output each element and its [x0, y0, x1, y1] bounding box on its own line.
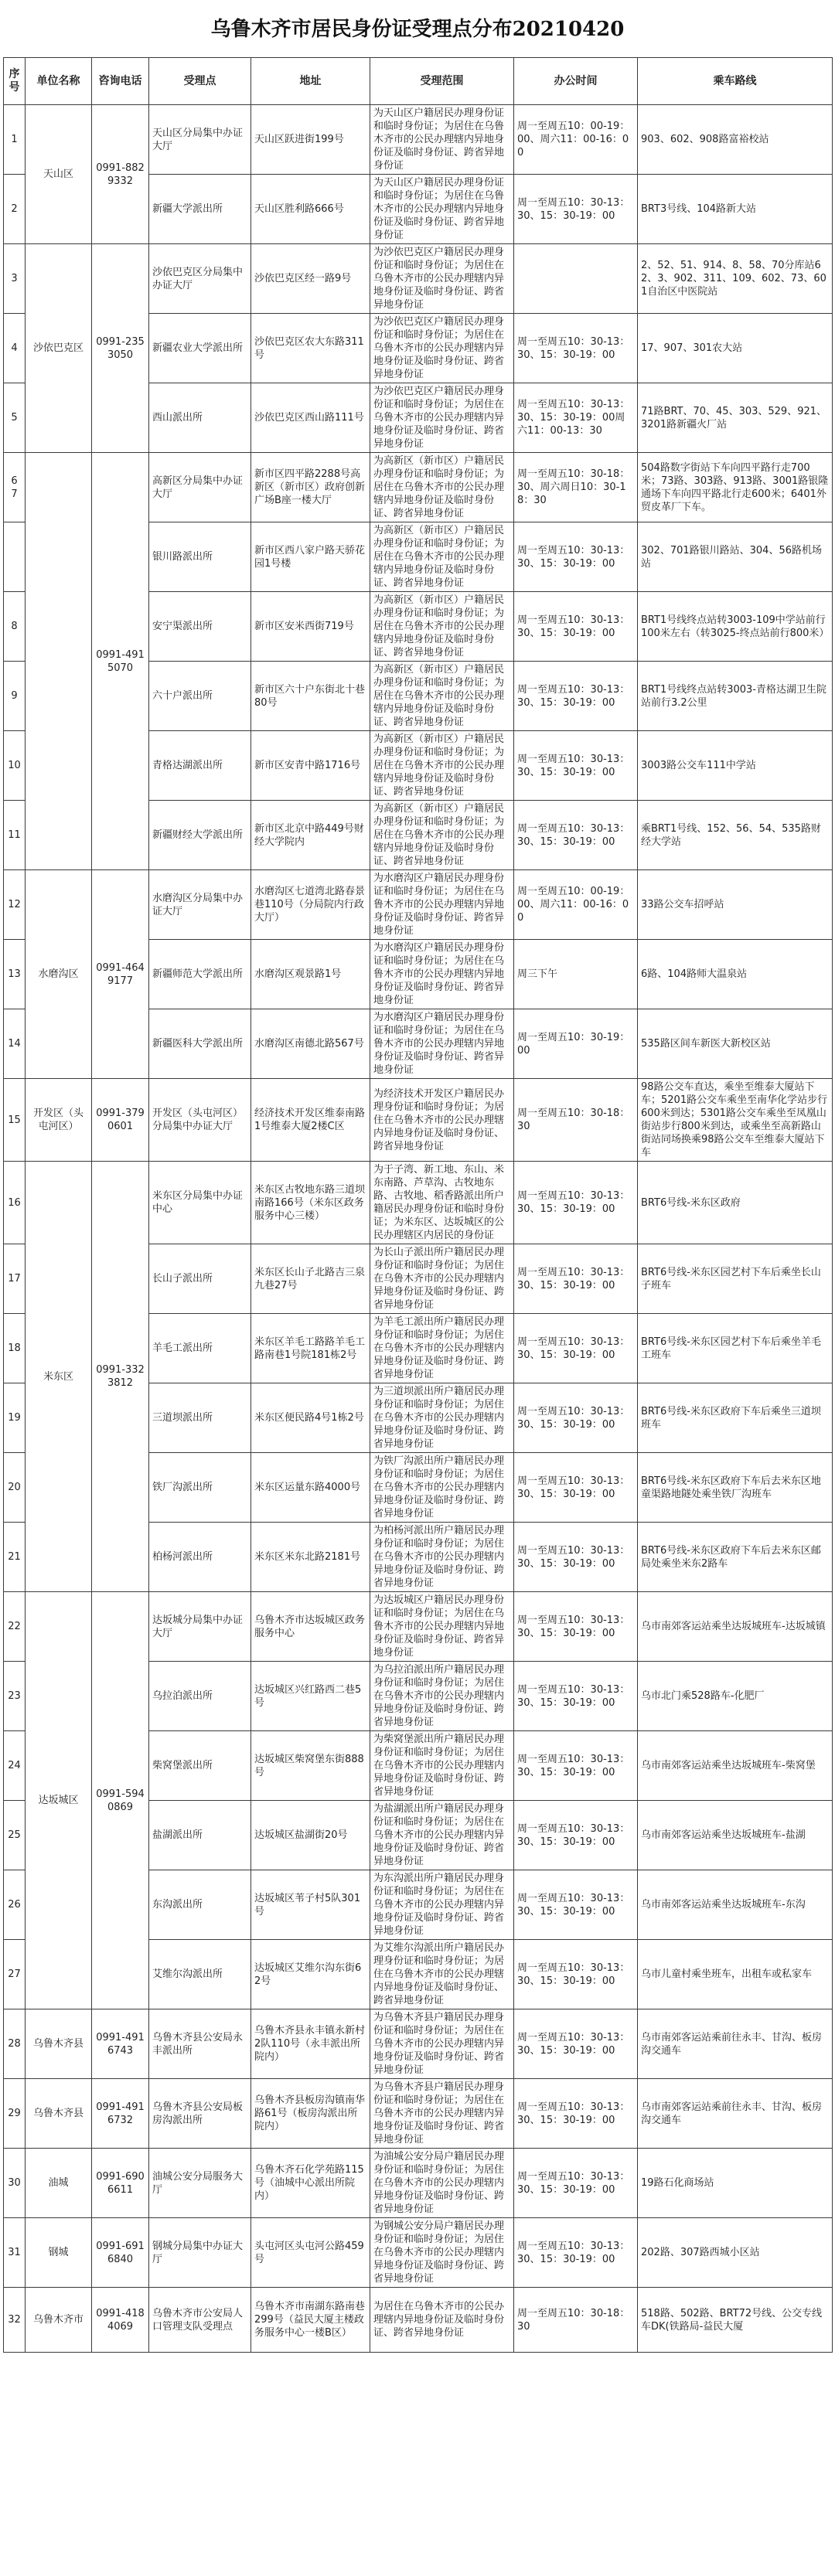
hours-cell: 周一至周五10：30-13：30、15：30-19：00	[514, 662, 638, 731]
route-cell: 乌市南郊客运站乘前往永丰、甘沟、板房沟交通车	[638, 2079, 833, 2149]
phone-cell: 0991-4916732	[92, 2079, 149, 2149]
office-name-cell: 新疆农业大学派出所	[149, 314, 251, 383]
header-cell: 单位名称	[26, 58, 92, 105]
route-cell: BRT6号线-米东区园艺村下车后乘坐长山子班车	[638, 1244, 833, 1314]
address-cell: 米东区羊毛工路路羊毛工路南巷1号院181栋2号	[251, 1314, 370, 1383]
table-row	[4, 105, 833, 175]
scope-cell: 为羊毛工派出所户籍居民办理身份证和临时身份证；为居住在乌鲁木齐市的公民办理辖内异地身份证及临时身份证、跨省异地身份证	[370, 1314, 514, 1383]
table-row	[4, 2149, 833, 2218]
seq-cell: 20	[4, 1453, 26, 1523]
header-cell: 办公时间	[514, 58, 638, 105]
scope-cell: 为油城公安分局户籍居民办理身份证和临时身份证；为居住在乌鲁木齐市的公民办理辖内异地身份证及临时身份证、跨省异地身份证	[370, 2149, 514, 2218]
hours-cell: 周一至周五10：30-18：30	[514, 1079, 638, 1162]
seq-cell: 5	[4, 383, 26, 453]
scope-cell: 为柴窝堡派出所户籍居民办理身份证和临时身份证；为居住在乌鲁木齐市的公民办理辖内异地身份证及临时身份证、跨省异地身份证	[370, 1731, 514, 1801]
address-cell: 米东区运量东路4000号	[251, 1453, 370, 1523]
seq-cell: 14	[4, 1009, 26, 1079]
scope-cell: 为达坂城区户籍居民办理身份证和临时身份证；为居住在乌鲁木齐市的公民办理辖内异地身份证及临时身份证、跨省异地身份证	[370, 1592, 514, 1662]
office-name-cell: 乌鲁木齐市公安局人口管理支队受理点	[149, 2288, 251, 2353]
route-cell: 乌市南郊客运站乘坐达坂城班车-达坂城镇	[638, 1592, 833, 1662]
route-cell: 3003路公交车111中学站	[638, 731, 833, 801]
id-card-office-table	[3, 57, 833, 2353]
office-name-cell: 西山派出所	[149, 383, 251, 453]
scope-cell: 为铁厂沟派出所户籍居民办理身份证和临时身份证；为居住在乌鲁木齐市的公民办理辖内异地身份证及临时身份证、跨省异地身份证	[370, 1453, 514, 1523]
scope-cell: 为乌鲁木齐县户籍居民办理身份证和临时身份证；为居住在乌鲁木齐市的公民办理辖内异地身份证及临时身份证、跨省异地身份证	[370, 2009, 514, 2079]
phone-cell: 0991-5940869	[92, 1592, 149, 2009]
office-name-cell: 青格达湖派出所	[149, 731, 251, 801]
address-cell: 米东区便民路4号1栋2号	[251, 1383, 370, 1453]
route-cell: BRT1号线终点站转3003-青格达湖卫生院站前行3.2公里	[638, 662, 833, 731]
hours-cell: 周一至周五10：30-13：30、15：30-19：00	[514, 522, 638, 592]
scope-cell: 为水磨沟区户籍居民办理身份证和临时身份证；为居住在乌鲁木齐市的公民办理辖内异地身份证及临时身份证、跨省异地身份证	[370, 870, 514, 940]
office-name-cell: 沙依巴克区分局集中办证大厅	[149, 244, 251, 314]
route-cell: BRT6号线-米东区园艺村下车后乘坐羊毛工班车	[638, 1314, 833, 1383]
office-name-cell: 高新区分局集中办证大厅	[149, 453, 251, 522]
office-name-cell: 艾维尔沟派出所	[149, 1940, 251, 2009]
hours-cell: 周一至周五10：30-13：30、15：30-19：00	[514, 314, 638, 383]
address-cell: 沙依巴克区经一路9号	[251, 244, 370, 314]
route-cell: BRT6号线-米东区政府下车后乘坐三道坝班车	[638, 1383, 833, 1453]
route-cell: 乘BRT1号线、152、56、54、535路财经大学站	[638, 801, 833, 870]
route-cell: BRT6号线-米东区政府	[638, 1162, 833, 1244]
hours-cell: 周一至周五10：30-13：30、15：30-19：00	[514, 1940, 638, 2009]
hours-cell: 周一至周五10：30-13：30、15：30-19：00	[514, 1244, 638, 1314]
table-row	[4, 2218, 833, 2288]
office-name-cell: 东沟派出所	[149, 1870, 251, 1940]
district-cell: 乌鲁木齐县	[26, 2079, 92, 2149]
header-cell: 乘车路线	[638, 58, 833, 105]
scope-cell: 为高新区（新市区）户籍居民办理身份证和临时身份证；为居住在乌鲁木齐市的公民办理辖内异地身份证及临时身份证、跨省异地身份证	[370, 801, 514, 870]
scope-cell: 为东沟派出所户籍居民办理身份证和临时身份证；为居住在乌鲁木齐市的公民办理辖内异地身份证及临时身份证、跨省异地身份证	[370, 1870, 514, 1940]
seq-cell: 30	[4, 2149, 26, 2218]
scope-cell: 为于子湾、新工地、东山、米东南路、芦草沟、古牧地东路、古牧地、稻香路派出所户籍居民办理身份证和临时身份证；为米东区、达坂城区的公民办理辖区内居民的身份证	[370, 1162, 514, 1244]
phone-cell: 0991-4184069	[92, 2288, 149, 2353]
office-name-cell: 盐湖派出所	[149, 1801, 251, 1870]
seq-cell: 16	[4, 1162, 26, 1244]
hours-cell: 周一至周五10：30-13：30、15：30-19：00	[514, 1314, 638, 1383]
address-cell: 乌鲁木齐市南湖东路南巷299号（益民大厦主楼政务服务中心一楼B区）	[251, 2288, 370, 2353]
phone-cell: 0991-2353050	[92, 244, 149, 453]
seq-cell: 25	[4, 1801, 26, 1870]
seq-cell: 1	[4, 105, 26, 175]
seq-cell: 4	[4, 314, 26, 383]
route-cell: 乌市南郊客运站乘坐达坂城班车-东沟	[638, 1870, 833, 1940]
table-row	[4, 453, 833, 522]
office-name-cell: 铁厂沟派出所	[149, 1453, 251, 1523]
address-cell: 达坂城区苇子村5队301号	[251, 1870, 370, 1940]
route-cell: BRT6号线-米东区政府下车后去米东区邮局处乘坐米东2路车	[638, 1523, 833, 1592]
seq-cell: 10	[4, 731, 26, 801]
phone-cell: 0991-3790601	[92, 1079, 149, 1162]
table-row	[4, 2079, 833, 2149]
seq-cell: 17	[4, 1244, 26, 1314]
seq-cell: 3	[4, 244, 26, 314]
hours-cell: 周一至周五10：30-13：30、15：30-19：00	[514, 1592, 638, 1662]
hours-cell: 周一至周五10：30-13：30、15：30-19：00	[514, 2149, 638, 2218]
address-cell: 新市区北京中路449号财经大学院内	[251, 801, 370, 870]
hours-cell: 周一至周五10：30-13：30、15：30-19：00	[514, 1731, 638, 1801]
hours-cell: 周一至周五10：30-13：30、15：30-19：00	[514, 1662, 638, 1731]
office-name-cell: 柏杨河派出所	[149, 1523, 251, 1592]
hours-cell: 周一至周五10：30-13：30、15：30-19：00	[514, 801, 638, 870]
phone-cell: 0991-6906611	[92, 2149, 149, 2218]
office-name-cell: 新疆医科大学派出所	[149, 1009, 251, 1079]
route-cell: 33路公交车招呼站	[638, 870, 833, 940]
seq-cell: 21	[4, 1523, 26, 1592]
office-name-cell: 三道坝派出所	[149, 1383, 251, 1453]
seq-cell: 26	[4, 1870, 26, 1940]
phone-cell: 0991-4916743	[92, 2009, 149, 2079]
district-cell: 乌鲁木齐县	[26, 2009, 92, 2079]
route-cell: 17、907、301农大站	[638, 314, 833, 383]
seq-cell: 19	[4, 1383, 26, 1453]
address-cell: 新市区安青中路1716号	[251, 731, 370, 801]
hours-cell: 周一至周五10：30-18：30、周六周日10：30-18：30	[514, 453, 638, 522]
scope-cell: 为乌鲁木齐县户籍居民办理身份证和临时身份证；为居住在乌鲁木齐市的公民办理辖内异地身份证及临时身份证、跨省异地身份证	[370, 2079, 514, 2149]
scope-cell: 为高新区（新市区）户籍居民办理身份证和临时身份证；为居住在乌鲁木齐市的公民办理辖内异地身份证及临时身份证、跨省异地身份证	[370, 592, 514, 662]
address-cell: 水磨沟区南德北路567号	[251, 1009, 370, 1079]
scope-cell: 为天山区户籍居民办理身份证和临时身份证；为居住在乌鲁木齐市的公民办理辖内异地身份证及临时身份证、跨省异地身份证	[370, 175, 514, 244]
table-header-row	[4, 58, 833, 105]
address-cell: 乌鲁木齐县永丰镇永新村2队110号（永丰派出所院内）	[251, 2009, 370, 2079]
phone-cell: 0991-6916840	[92, 2218, 149, 2288]
district-cell: 天山区	[26, 105, 92, 244]
office-name-cell: 乌鲁木齐县公安局板房沟派出所	[149, 2079, 251, 2149]
seq-cell: 9	[4, 662, 26, 731]
hours-cell: 周一至周五10：30-13：30、15：30-19：00	[514, 2009, 638, 2079]
scope-cell: 为盐湖派出所户籍居民办理身份证和临时身份证；为居住在乌鲁木齐市的公民办理辖内异地身份证及临时身份证、跨省异地身份证	[370, 1801, 514, 1870]
district-cell: 开发区（头屯河区）	[26, 1079, 92, 1162]
phone-cell: 0991-4649177	[92, 870, 149, 1079]
scope-cell: 为高新区（新市区）户籍居民办理身份证和临时身份证；为居住在乌鲁木齐市的公民办理辖内异地身份证及临时身份证、跨省异地身份证	[370, 662, 514, 731]
address-cell: 新市区六十户东街北十巷80号	[251, 662, 370, 731]
district-cell	[26, 453, 92, 870]
district-cell: 达坂城区	[26, 1592, 92, 2009]
office-name-cell: 钢城分局集中办证大厅	[149, 2218, 251, 2288]
table-body	[4, 105, 833, 2353]
address-cell: 达坂城区兴红路西二巷5号	[251, 1662, 370, 1731]
route-cell: 19路石化商场站	[638, 2149, 833, 2218]
route-cell: 202路、307路西城小区站	[638, 2218, 833, 2288]
scope-cell: 为三道坝派出所户籍居民办理身份证和临时身份证；为居住在乌鲁木齐市的公民办理辖内异地身份证及临时身份证、跨省异地身份证	[370, 1383, 514, 1453]
scope-cell: 为沙依巴克区户籍居民办理身份证和临时身份证；为居住在乌鲁木齐市的公民办理辖内异地身份证及临时身份证、跨省异地身份证	[370, 244, 514, 314]
route-cell: 乌市南郊客运站乘坐达坂城班车-盐湖	[638, 1801, 833, 1870]
table-row	[4, 1079, 833, 1162]
seq-cell: 27	[4, 1940, 26, 2009]
address-cell: 新市区西八家户路天骄花园1号楼	[251, 522, 370, 592]
address-cell: 乌鲁木齐石化学苑路115号（油城中心派出所院内）	[251, 2149, 370, 2218]
address-cell: 新市区安米西街719号	[251, 592, 370, 662]
seq-cell: 24	[4, 1731, 26, 1801]
scope-cell: 为高新区（新市区）户籍居民办理身份证和临时身份证；为居住在乌鲁木齐市的公民办理辖内异地身份证及临时身份证、跨省异地身份证	[370, 453, 514, 522]
route-cell: 乌市南郊客运站乘前往永丰、甘沟、板房沟交通车	[638, 2009, 833, 2079]
scope-cell: 为沙依巴克区户籍居民办理身份证和临时身份证；为居住在乌鲁木齐市的公民办理辖内异地身份证及临时身份证、跨省异地身份证	[370, 383, 514, 453]
scope-cell: 为水磨沟区户籍居民办理身份证和临时身份证；为居住在乌鲁木齐市的公民办理辖内异地身份证及临时身份证、跨省异地身份证	[370, 1009, 514, 1079]
district-cell: 米东区	[26, 1162, 92, 1592]
district-cell: 钢城	[26, 2218, 92, 2288]
address-cell: 新市区四平路2288号高新区（新市区）政府创新广场B座一楼大厅	[251, 453, 370, 522]
office-name-cell: 米东区分局集中办证中心	[149, 1162, 251, 1244]
header-cell: 受理范围	[370, 58, 514, 105]
address-cell: 乌鲁木齐县板房沟镇南华路61号（板房沟派出所院内）	[251, 2079, 370, 2149]
seq-cell: 31	[4, 2218, 26, 2288]
hours-cell: 周一至周五10：00-19：00、周六11：00-16：00	[514, 105, 638, 175]
office-name-cell: 乌鲁木齐县公安局永丰派出所	[149, 2009, 251, 2079]
district-cell: 油城	[26, 2149, 92, 2218]
hours-cell: 周一至周五10：30-13：30、15：30-19：00	[514, 1162, 638, 1244]
address-cell: 天山区胜利路666号	[251, 175, 370, 244]
hours-cell: 周一至周五10：30-13：30、15：30-19：00	[514, 1453, 638, 1523]
scope-cell: 为乌拉泊派出所户籍居民办理身份证和临时身份证；为居住在乌鲁木齐市的公民办理辖内异地身份证及临时身份证、跨省异地身份证	[370, 1662, 514, 1731]
document-title: 乌鲁木齐市居民身份证受理点分布20210420	[210, 18, 625, 41]
address-cell: 乌鲁木齐市达坂城区政务服务中心	[251, 1592, 370, 1662]
seq-cell: 18	[4, 1314, 26, 1383]
seq-cell: 15	[4, 1079, 26, 1162]
header-cell: 受理点	[149, 58, 251, 105]
office-name-cell: 新疆大学派出所	[149, 175, 251, 244]
hours-cell: 周一至周五10：30-13：30、15：30-19：00周六11：00-13：30	[514, 383, 638, 453]
header-cell: 序号	[4, 58, 26, 105]
scope-cell: 为天山区户籍居民办理身份证和临时身份证；为居住在乌鲁木齐市的公民办理辖内异地身份证及临时身份证、跨省异地身份证	[370, 105, 514, 175]
seq-cell: 12	[4, 870, 26, 940]
header-cell: 地址	[251, 58, 370, 105]
scope-cell: 为艾维尔沟派出所户籍居民办理身份证和临时身份证；为居住在乌鲁木齐市的公民办理辖内异地身份证及临时身份证、跨省异地身份证	[370, 1940, 514, 2009]
office-name-cell: 开发区（头屯河区）分局集中办证大厅	[149, 1079, 251, 1162]
hours-cell: 周一至周五10：30-19：00	[514, 1009, 638, 1079]
hours-cell: 周一至周五10：30-13：30、15：30-19：00	[514, 592, 638, 662]
address-cell: 经济技术开发区维泰南路1号维泰大厦2楼C区	[251, 1079, 370, 1162]
address-cell: 米东区古牧地东路三道坝南路166号（米东区政务服务中心三楼）	[251, 1162, 370, 1244]
route-cell: 504路数字街站下车向四平路行走700米；73路、303路、913路、3001路银隆通场下车向四平路北行走600米；6401外贸皮革厂下车。	[638, 453, 833, 522]
seq-cell: 13	[4, 940, 26, 1009]
phone-cell: 0991-4915070	[92, 453, 149, 870]
hours-cell: 周一至周五10：30-13：30、15：30-19：00	[514, 1523, 638, 1592]
phone-cell: 0991-8829332	[92, 105, 149, 244]
scope-cell: 为柏杨河派出所户籍居民办理身份证和临时身份证；为居住在乌鲁木齐市的公民办理辖内异地身份证及临时身份证、跨省异地身份证	[370, 1523, 514, 1592]
route-cell: 518路、502路、BRT72号线、公交专线车DK(铁路局-益民大厦	[638, 2288, 833, 2353]
hours-cell: 周一至周五10：00-19：00、周六11：00-16：00	[514, 870, 638, 940]
address-cell: 达坂城区艾维尔沟东街62号	[251, 1940, 370, 2009]
office-name-cell: 油城公安分局服务大厅	[149, 2149, 251, 2218]
district-cell: 水磨沟区	[26, 870, 92, 1079]
address-cell: 水磨沟区七道湾北路春景巷110号（分局院内行政大厅）	[251, 870, 370, 940]
hours-cell: 周一至周五10：30-18：30	[514, 2288, 638, 2353]
address-cell: 米东区长山子北路吉三泉九巷27号	[251, 1244, 370, 1314]
scope-cell: 为长山子派出所户籍居民办理身份证和临时身份证；为居住在乌鲁木齐市的公民办理辖内异地身份证及临时身份证、跨省异地身份证	[370, 1244, 514, 1314]
scope-cell: 为钢城公安分局户籍居民办理身份证和临时身份证；为居住在乌鲁木齐市的公民办理辖内异地身份证及临时身份证、跨省异地身份证	[370, 2218, 514, 2288]
office-name-cell: 长山子派出所	[149, 1244, 251, 1314]
route-cell: 903、602、908路富裕校站	[638, 105, 833, 175]
route-cell: BRT3号线、104路新大站	[638, 175, 833, 244]
office-name-cell: 天山区分局集中办证大厅	[149, 105, 251, 175]
address-cell: 沙依巴克区西山路111号	[251, 383, 370, 453]
seq-cell: 6 7	[4, 453, 26, 522]
scope-cell: 为水磨沟区户籍居民办理身份证和临时身份证；为居住在乌鲁木齐市的公民办理辖内异地身份证及临时身份证、跨省异地身份证	[370, 940, 514, 1009]
scope-cell: 为沙依巴克区户籍居民办理身份证和临时身份证；为居住在乌鲁木齐市的公民办理辖内异地身份证及临时身份证、跨省异地身份证	[370, 314, 514, 383]
seq-cell: 32	[4, 2288, 26, 2353]
route-cell: 乌市南郊客运站乘坐达坂城班车-柴窝堡	[638, 1731, 833, 1801]
table-row	[4, 2009, 833, 2079]
address-cell: 头屯河区头屯河公路459号	[251, 2218, 370, 2288]
scope-cell: 为居住在乌鲁木齐市的公民办理辖内异地身份证及临时身份证、跨省异地身份证	[370, 2288, 514, 2353]
seq-cell: 23	[4, 1662, 26, 1731]
district-cell: 乌鲁木齐市	[26, 2288, 92, 2353]
hours-cell: 周一至周五10：30-13：30、15：30-19：00	[514, 175, 638, 244]
office-name-cell: 银川路派出所	[149, 522, 251, 592]
office-name-cell: 新疆财经大学派出所	[149, 801, 251, 870]
hours-cell: 周一至周五10：30-13：30、15：30-19：00	[514, 1801, 638, 1870]
office-name-cell: 达坂城分局集中办证大厅	[149, 1592, 251, 1662]
address-cell: 达坂城区盐湖街20号	[251, 1801, 370, 1870]
seq-cell: 2	[4, 175, 26, 244]
office-name-cell: 水磨沟区分局集中办证大厅	[149, 870, 251, 940]
address-cell: 水磨沟区观景路1号	[251, 940, 370, 1009]
route-cell: 2、52、51、914、8、58、70分库站62、3、902、311、109、602、73、601自治区中医院站	[638, 244, 833, 314]
address-cell: 达坂城区柴窝堡东街888号	[251, 1731, 370, 1801]
address-cell: 米东区米东北路2181号	[251, 1523, 370, 1592]
district-cell: 沙依巴克区	[26, 244, 92, 453]
route-cell: 535路区间车新医大新校区站	[638, 1009, 833, 1079]
seq-cell: 8	[4, 592, 26, 662]
seq-cell: 28	[4, 2009, 26, 2079]
seq-cell: 22	[4, 1592, 26, 1662]
table-row	[4, 2288, 833, 2353]
office-name-cell: 羊毛工派出所	[149, 1314, 251, 1383]
table-row	[4, 870, 833, 940]
table-row	[4, 1162, 833, 1244]
office-name-cell: 安宁渠派出所	[149, 592, 251, 662]
office-name-cell: 柴窝堡派出所	[149, 1731, 251, 1801]
route-cell: 302、701路银川路站、304、56路机场站	[638, 522, 833, 592]
office-name-cell: 乌拉泊派出所	[149, 1662, 251, 1731]
hours-cell: 周一至周五10：30-13：30、15：30-19：00	[514, 2079, 638, 2149]
phone-cell: 0991-3323812	[92, 1162, 149, 1592]
header-cell: 咨询电话	[92, 58, 149, 105]
route-cell: 乌市儿童村乘坐班车，出租车或私家车	[638, 1940, 833, 2009]
route-cell: BRT1号线终点站转3003-109中学站前行100米左右（转3025-终点站前行800米）	[638, 592, 833, 662]
office-name-cell: 六十户派出所	[149, 662, 251, 731]
office-name-cell: 新疆师范大学派出所	[149, 940, 251, 1009]
address-cell: 沙依巴克区农大东路311号	[251, 314, 370, 383]
scope-cell: 为经济技术开发区户籍居民办理身份证和临时身份证；为居住在乌鲁木齐市的公民办理辖内异地身份证及临时身份证、跨省异地身份证	[370, 1079, 514, 1162]
address-cell: 天山区跃进街199号	[251, 105, 370, 175]
hours-cell: 周三下午	[514, 940, 638, 1009]
route-cell: 6路、104路师大温泉站	[638, 940, 833, 1009]
hours-cell: 周一至周五10：30-13：30、15：30-19：00	[514, 731, 638, 801]
hours-cell: 周一至周五10：30-13：30、15：30-19：00	[514, 2218, 638, 2288]
route-cell: 乌市北门乘528路车-化肥厂	[638, 1662, 833, 1731]
table-row	[4, 244, 833, 314]
seq-cell	[4, 522, 26, 592]
hours-cell: 周一至周五10：30-13：30、15：30-19：00	[514, 1383, 638, 1453]
scope-cell: 为高新区（新市区）户籍居民办理身份证和临时身份证；为居住在乌鲁木齐市的公民办理辖内异地身份证及临时身份证、跨省异地身份证	[370, 731, 514, 801]
seq-cell: 11	[4, 801, 26, 870]
seq-cell: 29	[4, 2079, 26, 2149]
scope-cell: 为高新区（新市区）户籍居民办理身份证和临时身份证；为居住在乌鲁木齐市的公民办理辖内异地身份证及临时身份证、跨省异地身份证	[370, 522, 514, 592]
route-cell: 98路公交车直达，乘坐至维泰大厦站下车；5201路公交车乘坐至南华化学站步行600米到达；5301路公交车乘坐至凤凰山街站步行800米到达，或乘坐至高新路山街站同场换乘98路公交车至维泰大厦站下车	[638, 1079, 833, 1162]
route-cell: BRT6号线-米东区政府下车后去米东区地童渠路地隧处乘坐铁厂沟班车	[638, 1453, 833, 1523]
hours-cell: 周一至周五10：30-13：30、15：30-19：00	[514, 1870, 638, 1940]
table-row	[4, 1592, 833, 1662]
hours-cell	[514, 244, 638, 314]
route-cell: 71路BRT、70、45、303、529、921、3201路新疆火厂站	[638, 383, 833, 453]
